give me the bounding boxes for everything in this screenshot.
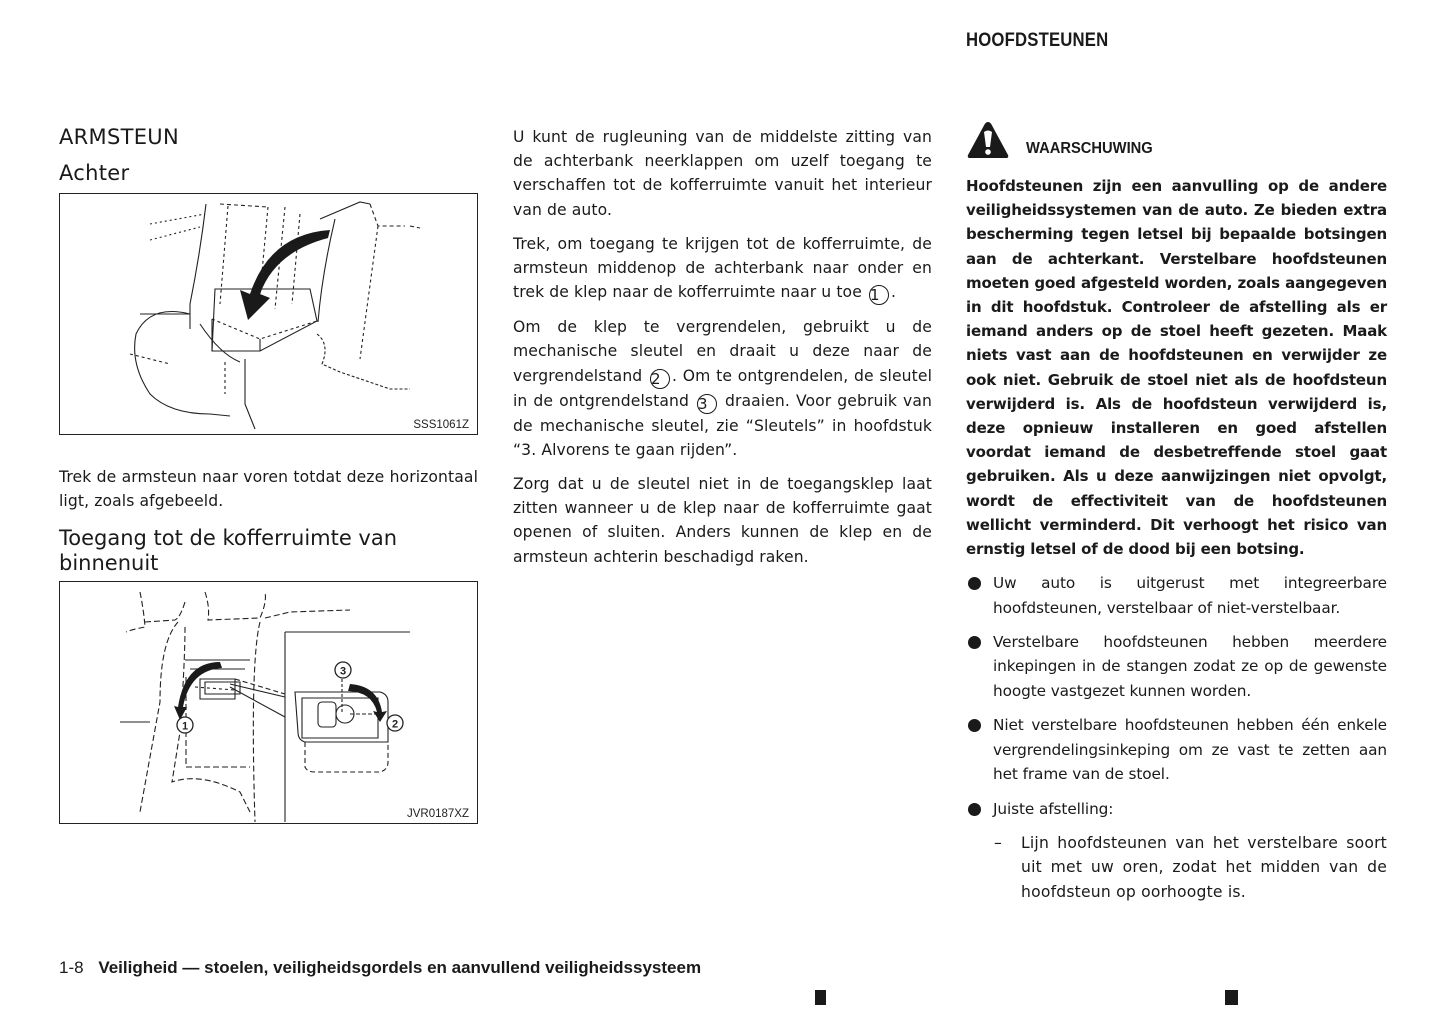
svg-text:2: 2 bbox=[391, 718, 399, 731]
bullet-list bbox=[966, 571, 1387, 821]
list-item: Uw auto is uitgerust met integreerbare hoofdsteunen, verstelbaar of niet-verstelbaar. bbox=[966, 571, 1387, 620]
sub-list-item: – Lijn hoofdsteunen van het verstelbare soort uit met uw oren, zodat het midden van de hoofdsteun op oorhoogte is. bbox=[966, 831, 1387, 904]
chapter-title: Veiligheid — stoelen, veiligheidsgordels en aanvullend veiligheidssysteem bbox=[98, 958, 702, 977]
trunk-access-lock-illustration bbox=[60, 582, 476, 822]
page-marker-left bbox=[815, 990, 826, 1005]
warning-header bbox=[966, 120, 1387, 160]
paragraph-intro: U kunt de rugleuning van de middelste zitting van de achterbank neerklappen om uzelf toegang te verschaffen tot de kofferruimte vanuit het interieur van de auto. bbox=[513, 128, 932, 219]
page-footer bbox=[59, 958, 701, 978]
paragraph-lock: Om de klep te vergrendelen, gebruikt u de mechanische sleutel en draait u deze naar de vergrendelstand 2 . Om te ontgrendelen, de sleutel in de ontgrendelstand 3 draaien. Voor gebruik van de mechanische sleutel, zie “Sleutels” in hoofdstuk “3. Alvorens te gaan rijden”. bbox=[513, 318, 933, 459]
section-title: HOOFDSTEUNEN bbox=[966, 30, 1109, 51]
subheading-achter: Achter bbox=[59, 161, 130, 185]
warning-triangle-icon bbox=[966, 120, 1010, 160]
page-marker-right bbox=[1225, 990, 1238, 1005]
bullet-icon bbox=[968, 577, 981, 590]
right-column bbox=[966, 120, 1387, 904]
bullet-icon bbox=[968, 636, 981, 649]
figure-armrest bbox=[59, 193, 478, 435]
subheading-trunk-access: Toegang tot de kofferruimte van binnenuit bbox=[59, 526, 398, 575]
list-item: Juiste afstelling: bbox=[966, 797, 1387, 821]
paragraph-access: Trek, om toegang te krijgen tot de kofferruimte, de armsteun middenop de achterbank naar onder en trek de klep naar de kofferruimte naar u toe 1 . bbox=[513, 234, 932, 305]
figure-trunk-access bbox=[59, 581, 478, 824]
figure-code: SSS1061Z bbox=[413, 419, 469, 431]
paragraph-key-caution: Zorg dat u de sleutel niet in de toegangsklep laat zitten wanneer u de klep naar de kofferruimte gaat openen of sluiten. Anders kunnen de klep en de armsteun achterin beschadigd raken. bbox=[513, 475, 932, 566]
list-item: Niet verstelbare hoofdsteunen hebben één enkele vergrendelingsinkeping om ze vast te zetten aan het frame van de stoel. bbox=[966, 713, 1387, 786]
dash-icon: – bbox=[994, 833, 1002, 852]
middle-column bbox=[513, 125, 932, 579]
callout-1: 1 bbox=[869, 285, 889, 305]
page-number: 1-8 bbox=[59, 958, 84, 977]
bullet-icon bbox=[968, 719, 981, 732]
heading-armsteun: ARMSTEUN bbox=[59, 125, 179, 149]
paragraph-armrest: Trek de armsteun naar voren totdat deze horizontaal ligt, zoals afgebeeld. bbox=[59, 468, 478, 511]
figure-code: JVR0187XZ bbox=[406, 808, 469, 820]
list-item: Verstelbare hoofdsteunen hebben meerdere inkepingen in de stangen zodat ze op de gewenste hoogte vastgezet kunnen worden. bbox=[966, 630, 1387, 703]
svg-text:3: 3 bbox=[339, 665, 347, 678]
callout-2: 2 bbox=[650, 369, 670, 389]
svg-text:1: 1 bbox=[181, 720, 189, 733]
callout-3: 3 bbox=[697, 394, 717, 414]
warning-body: Hoofdsteunen zijn een aanvulling op de andere veiligheidssystemen van de auto. Ze bieden extra bescherming tegen letsel bij bepaalde botsingen aan de achterkant. Verstelbare hoofdsteunen moeten goed afgesteld worden, zoals aangegeven in dit hoofdstuk. Controleer de afstelling als er iemand anders op de stoel heeft gezeten. Maak niets vast aan de hoofdsteunen en verwijder ze ook niet. Gebruik de stoel niet als de hoofdsteun verwijderd is. Als de hoofdsteun verwijderd is, deze opnieuw installeren en goed afstellen voordat iemand de desbetreffende stoel gaat gebruiken. Als u deze aanwijzingen niet opvolgt, wordt de effectiviteit van de hoofdsteunen wellicht verminderd. Dit verhoogt het risico van ernstig letsel of de dood bij een botsing. bbox=[966, 177, 1387, 559]
warning-label: WAARSCHUWING bbox=[1026, 140, 1153, 157]
armrest-fold-down-illustration bbox=[60, 194, 476, 433]
bullet-icon bbox=[968, 803, 981, 816]
